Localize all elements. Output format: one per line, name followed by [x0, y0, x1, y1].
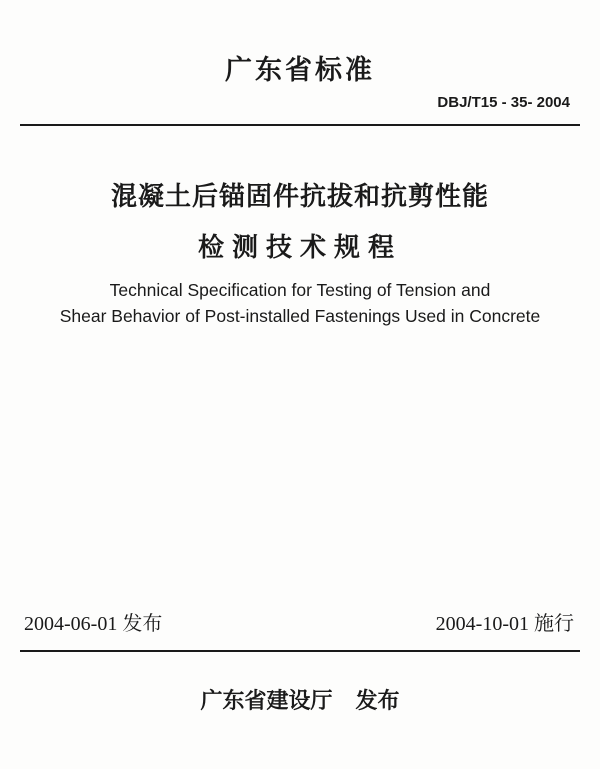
standard-number: DBJ/T15 - 35- 2004: [437, 94, 570, 111]
document-title-en-line2: Shear Behavior of Post-installed Fastenings Used in Concrete: [59, 306, 541, 326]
issuing-authority: 广东省建设厅 发布: [200, 689, 400, 714]
top-divider: [20, 124, 580, 126]
document-title-en-line1: Technical Specification for Testing of Tension and: [109, 280, 491, 300]
standard-category-title: 广东省标准: [225, 55, 375, 86]
document-title-cn-line2: 检测技术规程: [197, 233, 402, 263]
issue-date: 2004-06-01 发布: [24, 613, 163, 635]
document-title-cn-line1: 混凝土后锚固件抗拔和抗剪性能: [110, 182, 489, 212]
implementation-date: 2004-10-01 施行: [435, 613, 574, 635]
bottom-divider: [20, 650, 580, 652]
